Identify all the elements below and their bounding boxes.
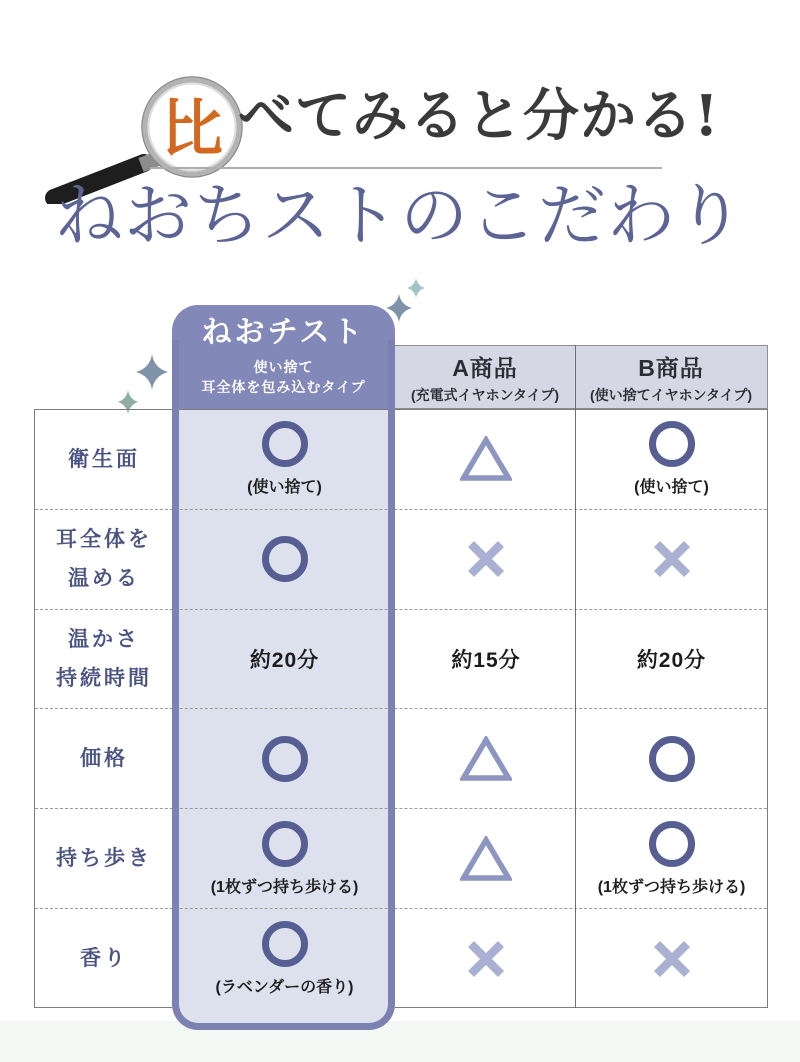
circle-symbol: [262, 821, 308, 867]
table-cell-a: [396, 410, 576, 509]
row-label: [35, 809, 173, 908]
table-cell-b: [576, 410, 767, 509]
cross-symbol: [465, 938, 507, 980]
cell-value: 約15分: [451, 649, 521, 673]
table-cell-b: [576, 610, 767, 709]
row-label: [35, 610, 173, 709]
table-bottom-border: [34, 1007, 172, 1008]
headline-underline: [150, 167, 662, 169]
circle-symbol: [262, 421, 308, 467]
table-cell-b: [576, 909, 767, 1008]
featured-column-header: [172, 305, 395, 409]
cell-note: (使い捨て): [247, 479, 322, 497]
table-cell-b: [576, 510, 767, 609]
row-label: [35, 709, 173, 808]
table-cell-featured: [173, 809, 396, 908]
table-row: [35, 509, 767, 609]
table-cell-featured: [173, 709, 396, 808]
column-header-a: A商品 (充電式イヤホンタイプ): [410, 354, 560, 403]
featured-column-subtitle: 使い捨て 耳全体を包み込むタイプ: [201, 359, 366, 396]
page-title: ねおちストのこだわり: [54, 177, 745, 256]
column-divider: [575, 345, 576, 1008]
cross-symbol: [465, 538, 507, 580]
table-cell-a: [396, 610, 576, 709]
row-label: [35, 410, 173, 509]
table-row: [35, 708, 767, 808]
row-label-line: 衛生面: [68, 447, 140, 471]
row-label-line: 温める: [68, 566, 140, 590]
row-label: [35, 510, 173, 609]
table-bottom-border: [395, 1007, 768, 1008]
cell-note: (ラベンダーの香り): [215, 978, 354, 996]
table-cell-b: [576, 809, 767, 908]
table-row: [35, 908, 767, 1008]
comparison-table: [34, 409, 768, 1008]
cell-value: 約20分: [249, 649, 320, 673]
cell-value: 約20分: [636, 649, 707, 673]
triangle-symbol: [460, 836, 512, 882]
cross-symbol: [651, 938, 693, 980]
competitor-header-band: [395, 345, 768, 409]
row-label-line: 温かさ: [68, 628, 140, 652]
cross-symbol: [651, 538, 693, 580]
row-label-line: 持ち歩き: [56, 846, 152, 870]
bottom-strip: [0, 1021, 800, 1062]
lens-character: 比: [160, 92, 224, 165]
table-cell-featured: [173, 510, 396, 609]
table-cell-featured: [173, 909, 396, 1008]
circle-symbol: [649, 821, 695, 867]
cell-note: (1枚ずつ持ち歩ける): [210, 878, 359, 896]
headline-top: べてみると分かる!: [238, 83, 720, 149]
table-row: [35, 808, 767, 908]
row-label-line: 耳全体を: [56, 528, 152, 552]
circle-symbol: [262, 736, 308, 782]
circle-symbol: [649, 736, 695, 782]
row-label-line: 持続時間: [56, 666, 152, 690]
table-cell-a: [396, 709, 576, 808]
table-row: [35, 609, 767, 709]
table-cell-a: [396, 510, 576, 609]
row-label-line: 香り: [80, 946, 128, 970]
cell-note: (使い捨て): [634, 479, 709, 497]
table-cell-b: [576, 709, 767, 808]
circle-symbol: [262, 536, 308, 582]
triangle-symbol: [460, 736, 512, 782]
table-cell-featured: [173, 610, 396, 709]
table-row: [35, 410, 767, 509]
triangle-symbol: [460, 436, 512, 482]
table-cell-a: [396, 809, 576, 908]
row-label: [35, 909, 173, 1008]
cell-note: (1枚ずつ持ち歩ける): [597, 878, 746, 896]
featured-column-title: ねおチスト: [201, 316, 366, 349]
table-cell-a: [396, 909, 576, 1008]
circle-symbol: [262, 921, 308, 967]
row-label-line: 価格: [80, 747, 128, 771]
table-cell-featured: [173, 410, 396, 509]
circle-symbol: [649, 421, 695, 467]
column-header-b: B商品 (使い捨てイヤホンタイプ): [589, 354, 753, 403]
